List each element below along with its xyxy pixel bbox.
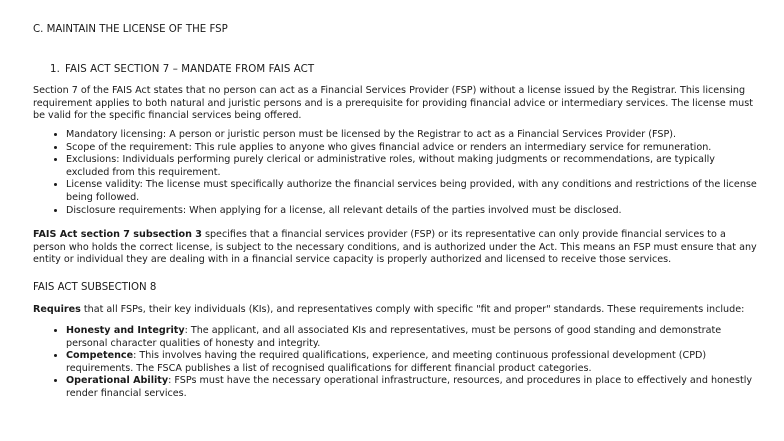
item-text: : The applicant, and all associated KIs and representatives, must be persons of good standing and demonstrate personal character qualities of honesty and integrity. [66, 325, 722, 349]
item-label: Operational Ability [66, 375, 169, 387]
subsection-3-text: specifies that a financial services provider (FSP) or its representative can only provide financial services to a person who holds the correct license, is subject to the necessary conditions, and is authorized under the Act. This means an FSP must ensure that any entity or individual they are dealing with in a financial service capacity is properly authorized and licensed to receive those services. [33, 229, 757, 266]
list-item: • Disclosure requirements: When applying for a license, all relevant details of the parties involved must be disclosed. [66, 205, 759, 218]
item-label: Honesty and Integrity [66, 325, 185, 337]
fit-proper-list [33, 325, 759, 401]
section-1-title [50, 64, 759, 77]
item-label: Competence [66, 350, 134, 362]
list-item: • Scope of the requirement: This rule applies to anyone who gives financial advice or renders an intermediary service for remuneration. [66, 142, 759, 155]
subsection-3-paragraph [33, 229, 759, 267]
list-item: • Mandatory licensing: A person or juristic person must be licensed by the Registrar to act as a Financial Services Provider (FSP). [66, 129, 759, 142]
section-8-title: FAIS ACT SUBSECTION 8 [33, 281, 157, 293]
requirements-list [33, 129, 759, 217]
section-heading-c: C. MAINTAIN THE LICENSE OF THE FSP [33, 24, 228, 35]
requires-bold: Requires [33, 303, 81, 315]
subsection-3-bold: FAIS Act section 7 subsection 3 [33, 229, 202, 241]
section-1-title-text: FAIS ACT SECTION 7 – MANDATE FROM FAIS ACT [65, 63, 315, 75]
list-item [66, 325, 759, 350]
requires-text: that all FSPs, their key individuals (KIs), and representatives comply with specific "fit and proper" standards. These requirements include: [80, 303, 745, 315]
item-text: : This involves having the required qualifications, experience, and meeting continuous professional development (CPD) requirements. The FSCA publishes a list of recognised qualifications for different financial product categories. [66, 350, 707, 374]
item-text: : FSPs must have the necessary operational infrastructure, resources, and procedures in place to effectively and honestly render financial services. [66, 375, 753, 400]
list-item [66, 375, 759, 400]
list-item [66, 350, 759, 375]
intro-paragraph: Section 7 of the FAIS Act states that no person can act as a Financial Services Provider (FSP) without a license issued by the Registrar. This licensing requirement applies to both natural and juristic persons and is a prerequisite for providing financial advice or intermediary services. The license must be valid for the specific financial services being offered. [33, 85, 753, 122]
section-1-number: 1. [50, 63, 60, 75]
document-page [33, 24, 759, 401]
list-item: • Exclusions: Individuals performing purely clerical or administrative roles, without making judgments or recommendations, are typically excluded from this requirement. [66, 154, 759, 179]
requires-paragraph [33, 304, 759, 317]
list-item: • License validity: The license must specifically authorize the financial services being provided, with any conditions and restrictions of the license being followed. [66, 179, 759, 204]
